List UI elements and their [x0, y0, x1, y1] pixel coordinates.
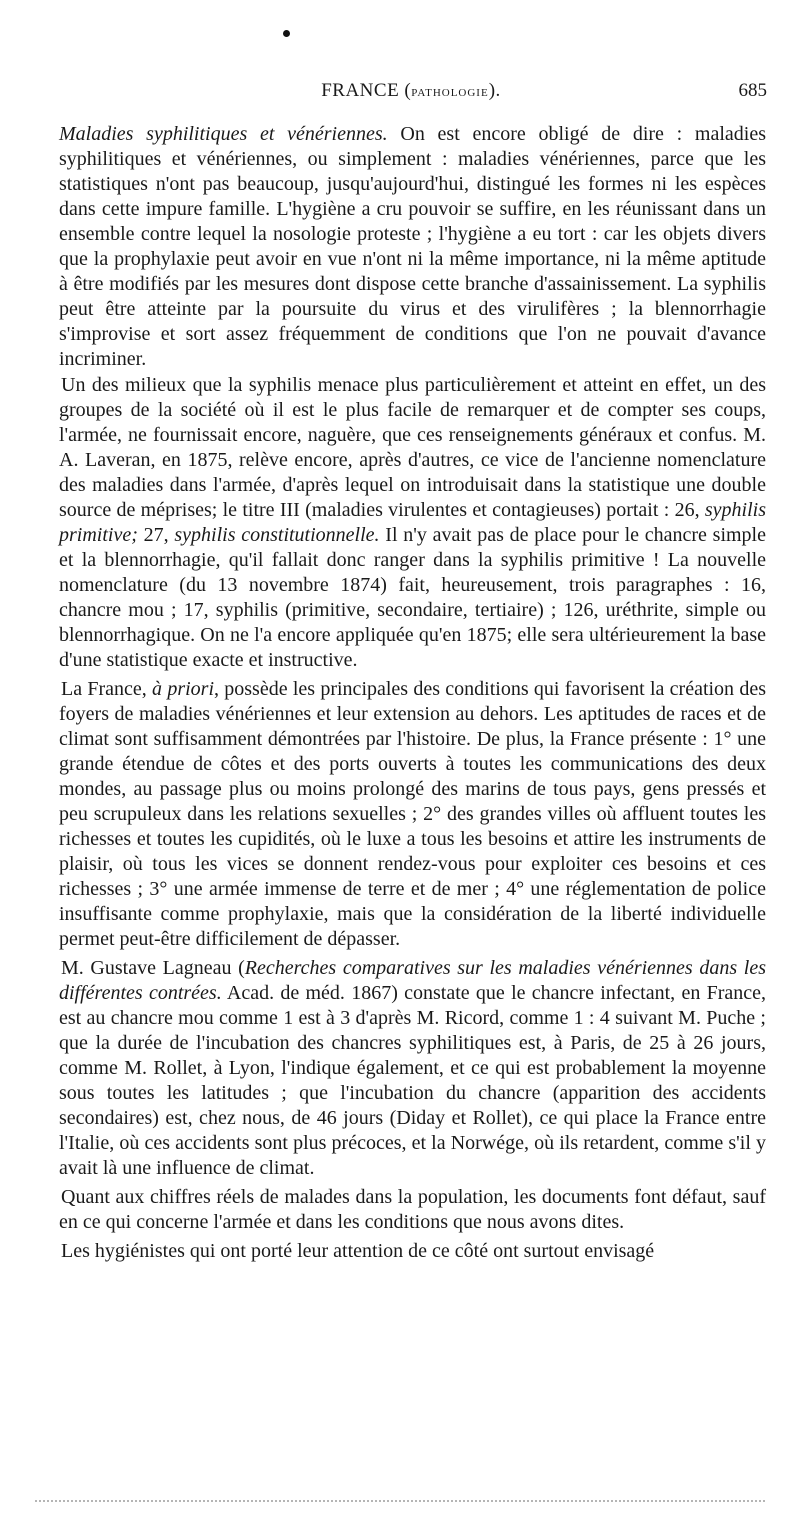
- paragraph-text: Acad. de méd. 1867) constate que le chancre infectant, en France, est au chancre mou comme 1 est à 3 d'après M. Ricord, comme 1 : 4 suivant M. Puche ; que la durée de l'incubation des chancres syphilitiques est, à Paris, de 25 à 26 jours, comme M. Rollet, à Lyon, l'indique également, et ce qui est probablement la moyenne sous toutes les latitudes ; que l'incubation du chancre (apparition des accidents secondaires) est, chez nous, de 46 jours (Diday et Rollet), ce qui place la France entre l'Italie, où ces accidents sont plus précoces, et la Norwége, où ils retardent, comme s'il y avait là une influence de climat.: [59, 982, 767, 1179]
- italic-term: syphilis constitutionnelle.: [174, 524, 380, 546]
- ink-speck: [283, 30, 290, 37]
- running-title-main: FRANCE (: [321, 80, 412, 101]
- paragraph-lagneau: [59, 956, 766, 1181]
- article-body: [59, 122, 766, 1264]
- running-title: [55, 80, 767, 102]
- paragraph-text: La France,: [61, 678, 153, 700]
- paragraph-chiffres-reels: [59, 1185, 766, 1235]
- paragraph-hygienistes: [59, 1239, 766, 1264]
- paragraph-text: , possède les principales des conditions qui favorisent la création des foyers de maladies vénériennes et leur extension au dehors. Les aptitudes de races et de climat sont suffisamment démontrées par l'histoire. De plus, la France présente : 1° une grande étendue de côtes et des ports ouverts à toutes les communications des deux mondes, au passage plus ou moins prolongé des marins de tous pays, gens pressés et peu scrupuleux dans les relations sexuelles ; 2° des grandes villes où affluent toutes les richesses et toutes les cupidités, où le luxe a tous les besoins et attire les instruments de plaisir, où tous les vices se donnent rendez-vous pour exploiter ces besoins et ces richesses ; 3° une armée immense de terre et de mer ; 4° une réglementation de police insuffisante comme prophylaxie, mais que la considération de la liberté individuelle permet peut-être difficilement de dépasser.: [59, 678, 766, 950]
- section-lead-title: Maladies syphilitiques et vénériennes.: [59, 123, 388, 145]
- page-header: [55, 80, 767, 110]
- paragraph-text: M. Gustave Lagneau (: [61, 957, 245, 979]
- page-number: 685: [738, 80, 767, 101]
- italic-citation: Recherches comparatives sur les maladies vénériennes dans les différentes contrées.: [59, 957, 767, 1004]
- italic-term: à priori: [152, 678, 214, 700]
- paragraph-armee: [59, 373, 766, 673]
- paragraph-maladies-syphilitiques: [59, 122, 766, 372]
- paragraph-la-france-a-priori: [59, 677, 766, 952]
- running-title-subject: pathologie: [411, 83, 489, 100]
- paragraph-text: 27,: [137, 524, 175, 546]
- italic-term: syphilis primitive;: [59, 499, 766, 546]
- paragraph-text: Un des milieux que la syphilis menace plus particulièrement et atteint en effet, un des groupes de la société où il est le plus facile de remarquer et de compter ses coups, l'armée, ne fournissait encore, naguère, que ces renseignements généraux et confus. M. A. Laveran, en 1875, relève encore, après d'autres, ce vice de l'ancienne nomenclature des maladies dans l'armée, d'après lequel on introduisait dans la statistique une double source de méprises; le titre III (maladies virulentes et contagieuses) portait : 26,: [59, 374, 766, 521]
- paragraph-text: Les hygiénistes qui ont porté leur attention de ce côté ont surtout envisagé: [61, 1240, 655, 1262]
- footer-dotted-rule: [35, 1500, 765, 1502]
- paragraph-text: Il n'y avait pas de place pour le chancre simple et la blennorrhagie, qu'il fallait donc ranger dans la syphilis primitive ! La nouvelle nomenclature (du 13 novembre 1874) fait, heureusement, trois paragraphes : 16, chancre mou ; 17, syphilis (primitive, secondaire, tertiaire) ; 126, uréthrite, simple ou blennorrhagique. On ne l'a encore appliquée qu'en 1875; elle sera ultérieurement la base d'une statistique exacte et instructive.: [59, 524, 766, 671]
- running-title-end: ).: [488, 80, 501, 101]
- paragraph-text: On est encore obligé de dire : maladies syphilitiques et vénériennes, ou simplement : maladies vénériennes, parce que les statistiques n'ont pas beaucoup, jusqu'aujourd'hui, distingué les formes ni les espèces dans cette impure famille. L'hygiène a cru pouvoir se suffire, en les réunissant dans un ensemble contre lequel la nosologie proteste ; l'hygiène a eu tort : car les objets divers que la prophylaxie peut avoir en vue n'ont ni la même importance, ni la même aptitude à être modifiés par les mesures dont dispose cette branche d'assainissement. La syphilis peut être atteinte par la poursuite du virus et des virulifères ; la blennorrhagie s'improvise et sort assez fréquemment de conditions que l'on ne pouvait d'avance incriminer.: [59, 123, 766, 370]
- paragraph-text: Quant aux chiffres réels de malades dans la population, les documents font défaut, sauf en ce qui concerne l'armée et dans les conditions que nous avons dites.: [59, 1186, 766, 1233]
